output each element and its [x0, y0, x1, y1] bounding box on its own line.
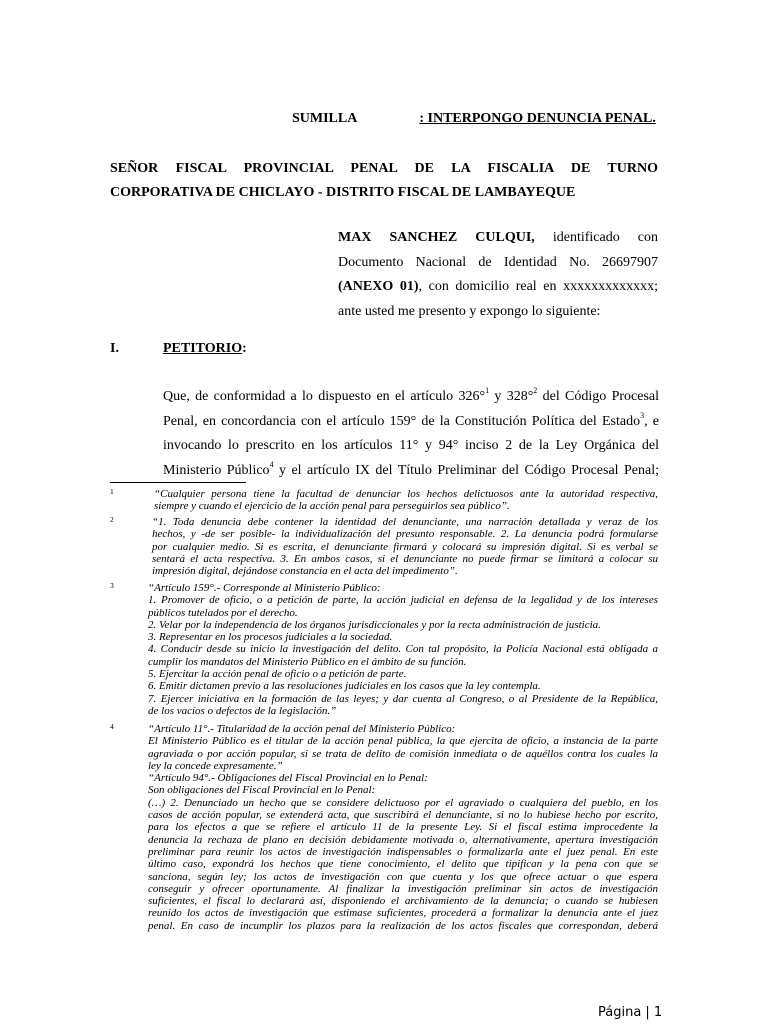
page-number: Página | 1	[598, 1005, 663, 1020]
footnote-3: 3 “Artículo 159°.- Corresponde al Ministerio Público: 1. Promover de oficio, o a petición de parte, la acción judicial en defensa de la legalidad y de los intereses públicos tutelados por el derecho. 2. Velar por la independencia de los órganos jurisdiccionales y por la recta administración de justicia. 3. Representar en los procesos judiciales a la sociedad. 4. Conducir desde su inicio la investigación del delito. Con tal propósito, la Policía Nacional está obligada a cumplir los mandatos del Ministerio Público en el ámbito de su función. 5. Ejercitar la acción penal de oficio o a petición de parte. 6. Emitir dictamen previo a las resoluciones judiciales en los casos que la ley contempla. 7. Ejercer iniciativa en la formación de las leyes; y dar cuenta al Congreso, o al Presidente de la República, de los vacíos o defectos de la legislación.”	[110, 581, 658, 717]
footnote-separator	[110, 482, 246, 483]
intro-line-4: ante usted me presento y expongo lo siguiente:	[338, 303, 601, 319]
intro-line-2: Documento Nacional de Identidad No. 26697907	[338, 254, 658, 270]
sumilla-label: SUMILLA	[292, 111, 358, 126]
addressee	[110, 157, 658, 205]
addressee-line-2: CORPORATIVA DE CHICLAYO - DISTRITO FISCAL DE LAMBAYEQUE	[110, 185, 576, 200]
sumilla	[292, 111, 656, 127]
petitorio-paragraph: Que, de conformidad a lo dispuesto en el artículo 326°$^1$ y 328°$^2$ del Código Procesal Penal, en concordancia con el artículo 159° de la Constitución Política del Estado$^3$, e invocando lo prescrito en los artículos 11° y 94° inciso 2 de la Ley Orgánica del Ministerio Público$^4$ y el artículo IX del Título Preliminar del Código Procesal Penal;	[163, 386, 660, 478]
footnote-1-number: 1	[110, 487, 114, 496]
complainant-name: MAX SANCHEZ CULQUI,	[338, 230, 535, 245]
footnote-2: 2 “1. Toda denuncia debe contener la identidad del denunciante, una narración detallada y veraz de los hechos, y -de ser posible- la individualización del presunto responsable. 2. La denuncia podrá formularse por cualquier medio. Si es escrita, el denunciante firmará y colocará su impresión digital. Si es verbal se sentará el acta respectiva. 3. En ambos casos, si el denunciante no puede firmar se limitará a colocar su impresión digital, dejándose constancia en el acta del impedimento”.	[110, 515, 658, 578]
section-heading: I. PETITORIO:	[110, 341, 247, 356]
footnote-2-number: 2	[110, 515, 114, 524]
footnote-ref-4: 4	[269, 459, 274, 469]
section-title: PETITORIO	[163, 341, 243, 356]
footnote-4: 4 “Artículo 11°.- Titularidad de la acción penal del Ministerio Público: El Ministerio Público es el titular de la acción penal pública, la que ejercita de oficio, a instancia de la parte agraviada o por acción popular, si se trata de delito de comisión inmediata o de aquéllos contra los cuales la ley la concede expresamente.” “Artículo 94°.- Obligaciones del Fiscal Provincial en lo Penal: Son obligaciones del Fiscal Provincial en lo Penal: (…) 2. Denunciado un hecho que se considere delictuoso por el agraviado o cualquiera del pueblo, en los casos de acción popular, se extenderá acta, que suscribirá el denunciante, si no lo hubiese hecho por escrito, para los efectos a que se refiere el artículo 11 de la presente Ley. Si el fiscal estima improcedente la denuncia la rechaza de plano en decisión debidamente motivada o, alternativamente, apertura investigación preliminar para reunir los actos de investigación indispensables o formalizarla ante el juez penal. En este último caso, expondrá los hechos que tiene conocimiento, el delito que tipifican y la pena con que se sanciona, según ley; los actos de investigación con que cuenta y los que ofrece actuar o que espera conseguir y ofrecer oportunamente. Al finalizar la investigación preliminar sin actos de investigación suficientes, el fiscal lo declarará así, disponiendo el archivamiento de la denuncia; o cuando se hubiesen reunido los actos de investigación que estimase suficientes, procederá a formalizar la denuncia ante el juez penal. En caso de incumplir los plazos para la realización de los actos fiscales que correspondan, deberá	[110, 722, 658, 932]
section-number: I.	[110, 341, 119, 356]
annex-reference: (ANEXO 01)	[338, 279, 419, 294]
addressee-line-1: SEÑOR FISCAL PROVINCIAL PENAL DE LA FISCALIA DE TURNO	[110, 161, 658, 176]
footnote-4-number: 4	[110, 722, 114, 731]
footnote-ref-1: 1	[485, 386, 490, 396]
footnote-3-number: 3	[110, 581, 114, 590]
footnote-1: 1 “Cualquier persona tiene la facultad de denunciar los hechos delictuosos ante la autoridad respectiva, siempre y cuando el ejercicio de la acción penal para perseguirlos sea público”.	[110, 487, 658, 513]
footnote-ref-2: 2	[533, 386, 538, 396]
intro-paragraph: MAX SANCHEZ CULQUI, identificado con Documento Nacional de Identidad No. 26697907 (ANEXO 01), con domicilio real en xxxxxxxxxxxxx; ante usted me presento y expongo lo siguiente:	[338, 230, 659, 319]
sumilla-value: : INTERPONGO DENUNCIA PENAL.	[419, 111, 656, 126]
footnote-ref-3: 3	[640, 410, 645, 420]
